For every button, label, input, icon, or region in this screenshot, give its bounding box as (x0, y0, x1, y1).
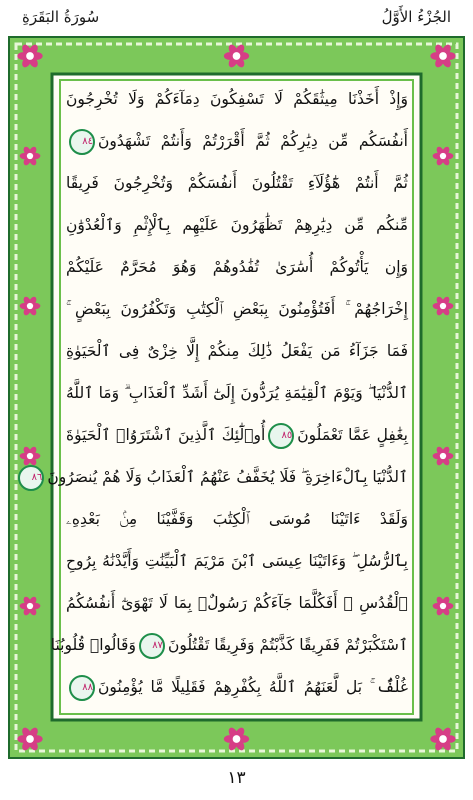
verse-text: أُو۟لَٰٓئِكَ ٱلَّذِينَ ٱشْتَرَوُا۟ ٱلْحَيَوٰةَ (66, 426, 266, 444)
ayah-number-marker: ٨٦ (18, 465, 44, 491)
verse-text: ثُمَّ أَنتُمْ هَٰٓؤُلَآءِ تَقْتُلُونَ أَنفُسَكُمْ وَتُخْرِجُونَ فَرِيقًا (66, 174, 408, 192)
verse-line (66, 502, 408, 536)
verse-text: ٱلدُّنْيَا بِٱلْءَاخِرَةِ ۖ فَلَا يُخَفَّفُ عَنْهُمُ ٱلْعَذَابُ وَلَا هُمْ يُنصَرُونَ (47, 468, 408, 486)
verse-text: فَمَا جَزَآءُ مَن يَفْعَلُ ذَٰلِكَ مِنكُمْ إِلَّا خِزْىٌ فِى ٱلْحَيَوٰةِ (66, 342, 408, 360)
verse-line (66, 166, 408, 200)
verse-text: أَنفُسَكُم مِّن دِيَٰرِكُمْ ثُمَّ أَقْرَرْتُمْ وَأَنتُمْ تَشْهَدُونَ (98, 132, 408, 150)
verse-text: بِغَٰفِلٍ عَمَّا تَعْمَلُونَ (297, 426, 408, 444)
verse-line (66, 544, 408, 578)
ayah-number-marker: ٨٨ (69, 675, 95, 701)
verse-text: وَلَقَدْ ءَاتَيْنَا مُوسَى ٱلْكِتَٰبَ وَقَفَّيْنَا مِنۢ بَعْدِهِۦ (66, 510, 408, 528)
verse-line (66, 334, 408, 368)
verse-line (66, 82, 408, 116)
verse-text: إِخْرَاجُهُمْ ۚ أَفَتُؤْمِنُونَ بِبَعْضِ ٱلْكِتَٰبِ وَتَكْفُرُونَ بِبَعْضٍ ۚ (66, 300, 408, 318)
verse-text: غُلْفٌۢ ۚ بَل لَّعَنَهُمُ ٱللَّهُ بِكُفْرِهِمْ فَقَلِيلًا مَّا يُؤْمِنُونَ (98, 678, 408, 696)
verse-line (31, 460, 408, 494)
quran-text-block (31, 82, 408, 712)
verse-text: وَإِن يَأْتُوكُمْ أُسَٰرَىٰ تُفَٰدُوهُمْ وَهُوَ مُحَرَّمٌ عَلَيْكُمْ (66, 258, 408, 276)
verse-line (66, 250, 408, 284)
page-header (0, 0, 473, 40)
verse-text: مِّنكُم مِّن دِيَٰرِهِمْ تَظَٰهَرُونَ عَلَيْهِم بِٱلْإِثْمِ وَٱلْعُدْوَٰنِ (66, 216, 408, 234)
verse-line (66, 586, 408, 620)
verse-text: وَإِذْ أَخَذْنَا مِيثَٰقَكُمْ لَا تَسْفِكُونَ دِمَآءَكُمْ وَلَا تُخْرِجُونَ (66, 90, 408, 108)
verse-text: وَقَالُوا۟ قُلُوبُنَا (50, 636, 136, 654)
ayah-number-marker: ٨٥ (268, 423, 294, 449)
verse-line (66, 124, 408, 158)
verse-line (66, 670, 408, 704)
verse-line (66, 376, 408, 410)
ayah-number-marker: ٨٧ (139, 633, 165, 659)
juz-title: الجُزْءُ الأَوَّلُ (381, 8, 451, 26)
page-number: ١٣ (227, 768, 246, 788)
verse-line (66, 208, 408, 242)
verse-line (66, 418, 408, 452)
verse-text: ٱلْقُدُسِ ۗ أَفَكُلَّمَا جَآءَكُمْ رَسُولٌۢ بِمَا لَا تَهْوَىٰٓ أَنفُسُكُمُ (66, 594, 408, 612)
verse-text: بِٱلرُّسُلِ ۖ وَءَاتَيْنَا عِيسَى ٱبْنَ مَرْيَمَ ٱلْبَيِّنَٰتِ وَأَيَّدْنَٰهُ بِرُوحِ (66, 552, 408, 570)
verse-line (50, 628, 408, 662)
surah-title: سُورَةُ البَقَرَةِ (22, 8, 100, 26)
verse-text: ٱلدُّنْيَا ۖ وَيَوْمَ ٱلْقِيَٰمَةِ يُرَدُّونَ إِلَىٰٓ أَشَدِّ ٱلْعَذَابِ ۗ وَمَا ٱللَّهُ (66, 384, 408, 402)
verse-text: ٱسْتَكْبَرْتُمْ فَفَرِيقًا كَذَّبْتُمْ وَفَرِيقًا تَقْتُلُونَ (167, 636, 408, 654)
verse-line (66, 292, 408, 326)
ayah-number-marker: ٨٤ (69, 129, 95, 155)
